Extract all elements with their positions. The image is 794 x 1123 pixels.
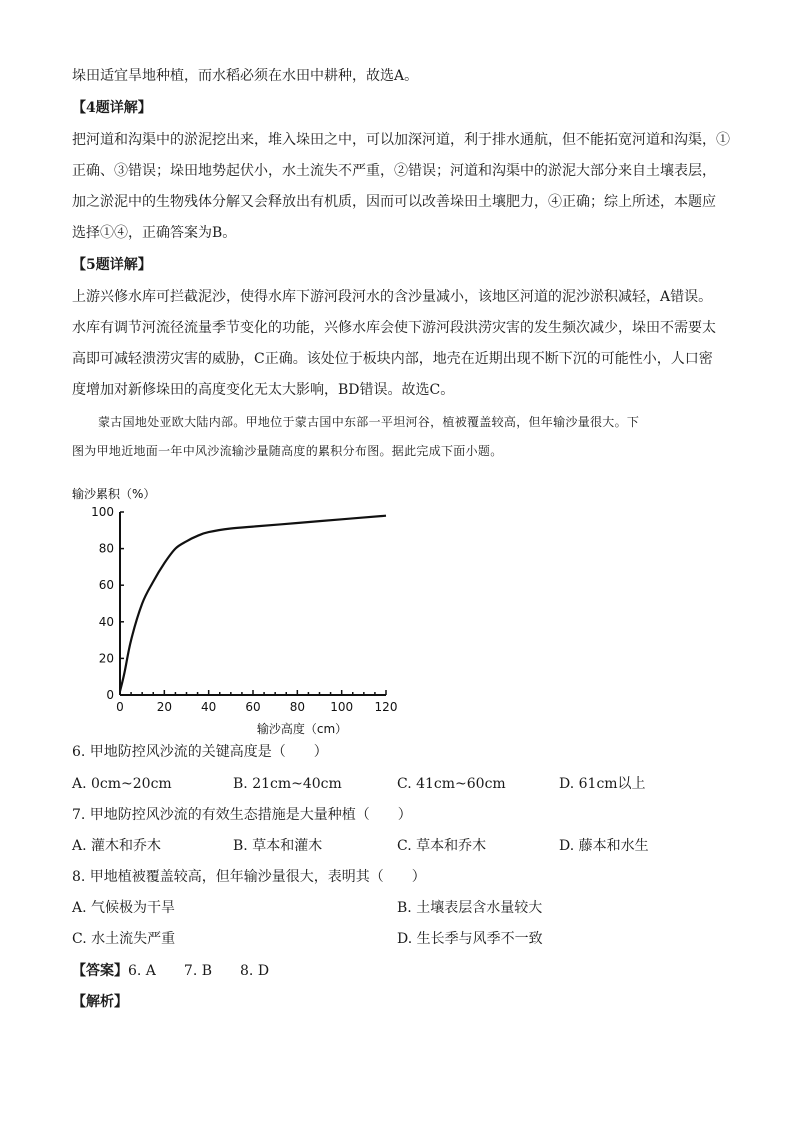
paragraph-q4-line4: 选择①④，正确答案为B。 <box>72 225 237 241</box>
answer-line <box>72 961 269 981</box>
paragraph-q5-line4: 度增加对新修垛田的高度变化无太大影响，BD错误。故选C。 <box>72 382 455 398</box>
x-tick-label: 120 <box>374 700 398 714</box>
analysis-label: 【解析】 <box>72 994 128 1010</box>
question-7-option-d[interactable]: D. 藤本和水生 <box>559 838 649 854</box>
answer-values: 6. A 7. B 8. D <box>128 963 270 979</box>
question-6-stem: 6. 甲地防控风沙流的关键高度是（ ） <box>72 744 328 760</box>
x-tick-label: 60 <box>245 700 261 714</box>
question-8-option-d[interactable]: D. 生长季与风季不一致 <box>397 931 543 947</box>
question-8-option-a[interactable]: A. 气候极为干旱 <box>72 900 176 916</box>
question-7-option-a[interactable]: A. 灌木和乔木 <box>72 838 162 854</box>
paragraph-q5-line1: 上游兴修水库可拦截泥沙，使得水库下游河段河水的含沙量减小，该地区河道的泥沙淤积减轻，A错误。 <box>72 289 713 305</box>
y-axis-label: 输沙累积（%） <box>72 487 156 501</box>
question-8-stem: 8. 甲地植被覆盖较高，但年输沙量很大，表明其（ ） <box>72 869 426 885</box>
answer-label: 【答案】 <box>72 963 128 979</box>
paragraph-q5-line3: 高即可减轻溃涝灾害的威胁，C正确。该处位于板块内部，地壳在近期出现不断下沉的可能性小，人口密 <box>72 351 713 367</box>
question-7-stem: 7. 甲地防控风沙流的有效生态措施是大量种植（ ） <box>72 807 412 823</box>
paragraph-q4-line1: 把河道和沟渠中的淤泥挖出来，堆入垛田之中，可以加深河道，利于排水通航，但不能拓宽河道和沟渠，① <box>72 132 730 148</box>
paragraph-q5-line2: 水库有调节河流径流量季节变化的功能，兴修水库会使下游河段洪涝灾害的发生频次减少，垛田不需要太 <box>72 320 716 336</box>
x-tick-label: 100 <box>330 700 354 714</box>
x-tick-label: 40 <box>201 700 217 714</box>
intro-line2: 图为甲地近地面一年中风沙流输沙量随高度的累积分布图。据此完成下面小题。 <box>72 444 503 458</box>
y-tick-label: 60 <box>98 578 114 593</box>
y-tick-label: 40 <box>98 614 114 629</box>
question-6-option-a[interactable]: A. 0cm~20cm <box>72 776 172 792</box>
x-ticks-group <box>116 690 397 714</box>
question-6-option-d[interactable]: D. 61cm以上 <box>559 776 646 792</box>
cumulative-curve <box>120 516 386 692</box>
heading-q4-explanation: 【4题详解】 <box>72 100 152 116</box>
question-6-option-b[interactable]: B. 21cm~40cm <box>233 776 342 792</box>
intro-line1: 蒙古国地处亚欧大陆内部。甲地位于蒙古国中东部一平坦河谷，植被覆盖较高，但年输沙量很大。下 <box>98 415 640 429</box>
sand-transport-chart <box>64 480 404 742</box>
y-tick-label: 0 <box>106 688 114 702</box>
x-tick-label: 0 <box>116 700 124 714</box>
y-tick-label: 100 <box>91 505 114 519</box>
y-tick-label: 20 <box>98 651 114 666</box>
paragraph-q4-line3: 加之淤泥中的生物残体分解又会释放出有机质，因而可以改善垛田土壤肥力，④正确；综上所述，本题应 <box>72 194 716 210</box>
question-6-option-c[interactable]: C. 41cm~60cm <box>397 776 506 792</box>
paragraph-q3-conclusion: 垛田适宜旱地种植，而水稻必须在水田中耕种，故选A。 <box>72 68 419 84</box>
paragraph-q4-line2: 正确、③错误；垛田地势起伏小，水土流失不严重，②错误；河道和沟渠中的淤泥大部分来自土壤表层， <box>72 163 716 179</box>
y-tick-label: 80 <box>98 541 114 556</box>
question-8-option-c[interactable]: C. 水土流失严重 <box>72 931 176 947</box>
question-7-option-b[interactable]: B. 草本和灌木 <box>233 838 323 854</box>
x-tick-label: 20 <box>156 700 172 714</box>
x-axis-label: 输沙高度（cm） <box>256 722 348 736</box>
question-8-option-b[interactable]: B. 土壤表层含水量较大 <box>397 900 543 916</box>
x-tick-label: 80 <box>289 700 305 714</box>
question-7-option-c[interactable]: C. 草本和乔木 <box>397 838 487 854</box>
heading-q5-explanation: 【5题详解】 <box>72 257 152 273</box>
